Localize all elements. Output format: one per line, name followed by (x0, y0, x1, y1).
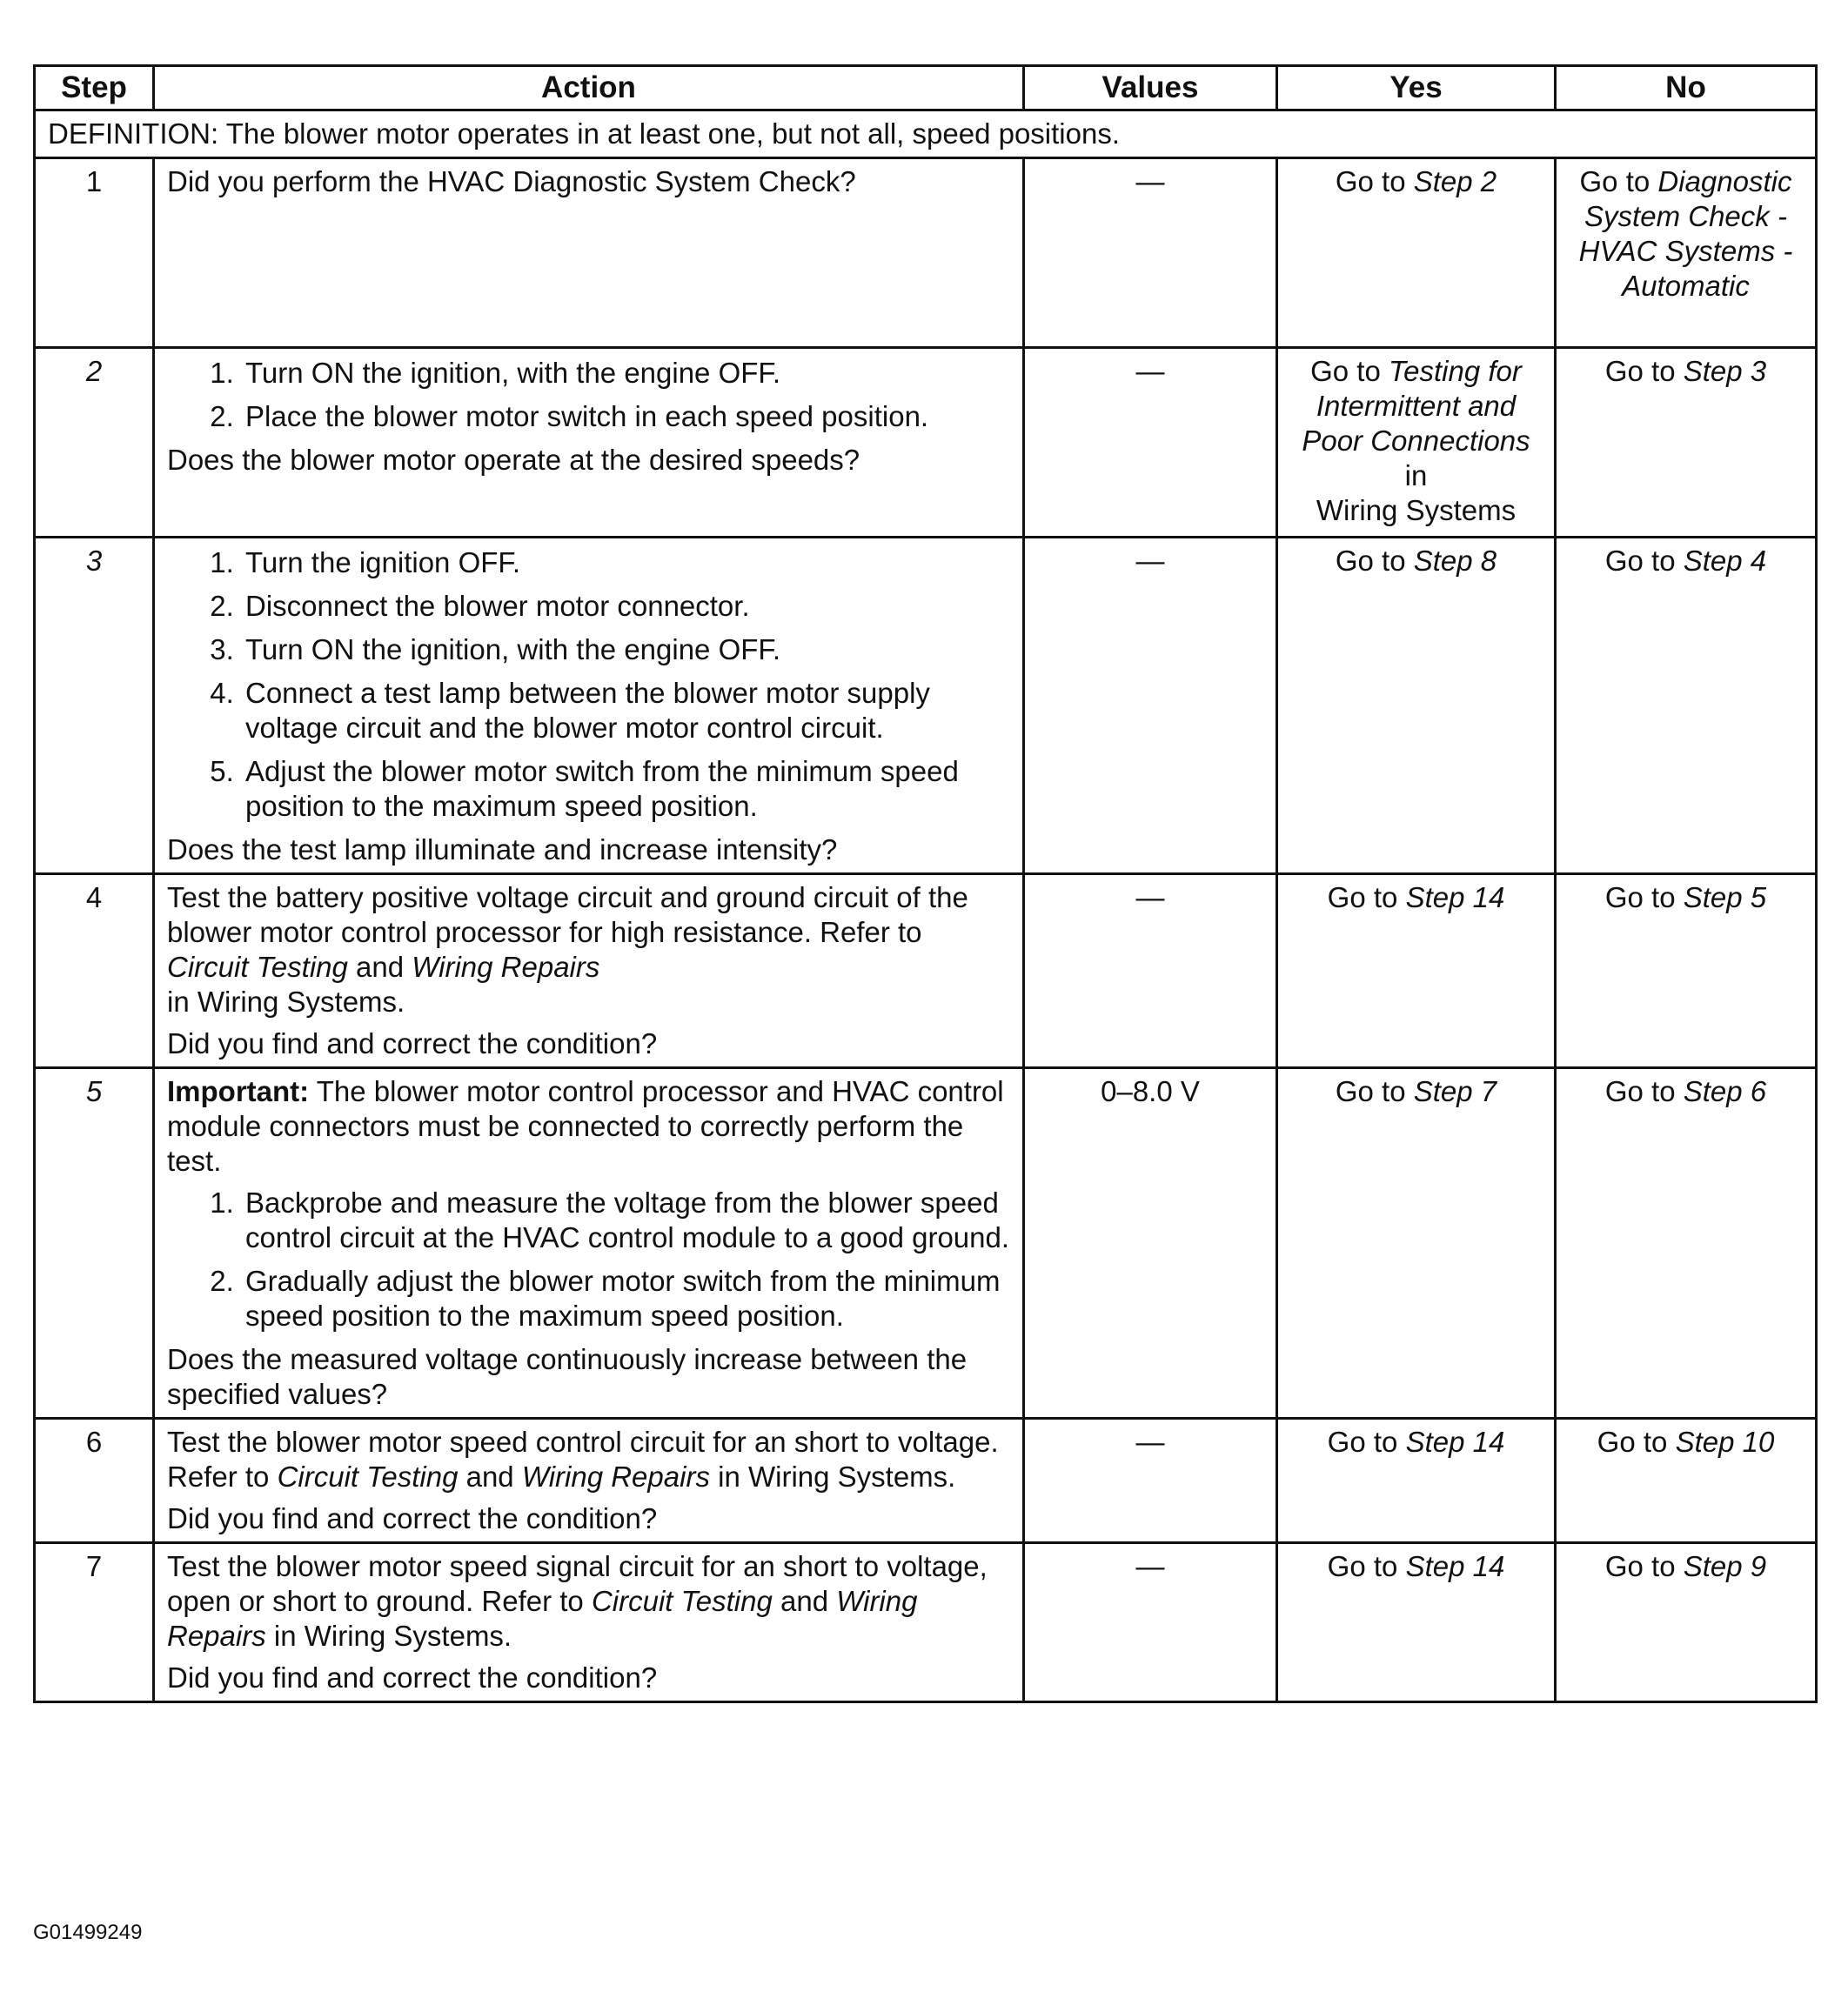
yes-link[interactable]: Step 8 (1413, 545, 1497, 577)
step-number: 5 (35, 1068, 154, 1419)
step-number: 6 (35, 1419, 154, 1543)
action-question: Did you find and correct the condition? (167, 1502, 658, 1534)
table-row (35, 1419, 1817, 1543)
yes-cell (1277, 1419, 1556, 1543)
table-row (35, 158, 1817, 348)
action-question: Does the test lamp illuminate and increase intensity? (167, 833, 838, 866)
header-row (35, 66, 1817, 110)
reference-link[interactable]: Circuit Testing (591, 1585, 773, 1617)
no-link[interactable]: Step 9 (1683, 1550, 1767, 1582)
no-link[interactable]: Diagnostic System Check - HVAC Systems - Automatic (1578, 165, 1793, 302)
yes-prefix: Go to (1327, 881, 1406, 913)
definition-text: DEFINITION: The blower motor operates in at least one, but not all, speed positions. (35, 110, 1817, 158)
reference-link[interactable]: Wiring Repairs (521, 1461, 710, 1493)
action-list (167, 356, 1010, 434)
no-prefix: Go to (1597, 1426, 1676, 1458)
important-label: Important: (167, 1075, 310, 1107)
header-action: Action (154, 66, 1024, 110)
list-item: 4. Connect a test lamp between the blower motor supply voltage circuit and the blower motor control circuit. (242, 676, 1010, 745)
action-question: Did you find and correct the condition? (167, 1027, 658, 1059)
text-part: in Wiring Systems. (265, 1620, 512, 1652)
figure-id: G01499249 (33, 1921, 143, 1944)
no-cell (1556, 538, 1817, 874)
header-step: Step (35, 66, 154, 110)
list-item: 2. Disconnect the blower motor connector. (242, 589, 1010, 624)
table-row (35, 1068, 1817, 1419)
no-link[interactable]: Step 10 (1675, 1426, 1775, 1458)
no-prefix: Go to (1604, 1075, 1684, 1107)
no-prefix: Go to (1604, 881, 1684, 913)
action-cell (154, 1068, 1024, 1419)
list-item: 1. Turn the ignition OFF. (242, 545, 1010, 580)
list-item: 2. Place the blower motor switch in each speed position. (242, 399, 1010, 434)
yes-cell (1277, 538, 1556, 874)
yes-suffix: Wiring Systems (1316, 494, 1517, 526)
action-cell (154, 348, 1024, 538)
action-list (167, 1186, 1010, 1334)
action-text (167, 880, 1010, 1019)
diagnostic-table (33, 64, 1818, 1703)
action-cell (154, 538, 1024, 874)
no-link[interactable]: Step 5 (1683, 881, 1767, 913)
action-question: Did you find and correct the condition? (167, 1661, 658, 1694)
no-cell (1556, 1419, 1817, 1543)
important-note (167, 1074, 1010, 1179)
list-item: 1. Backprobe and measure the voltage from the blower speed control circuit at the HVAC control module to a good ground. (242, 1186, 1010, 1255)
yes-prefix: Go to (1335, 1075, 1414, 1107)
yes-link[interactable]: Testing for Intermittent and Poor Connections (1302, 355, 1530, 457)
yes-prefix: Go to (1335, 545, 1414, 577)
no-cell (1556, 1068, 1817, 1419)
value-cell: — (1024, 348, 1277, 538)
no-cell (1556, 1543, 1817, 1702)
important-text: The blower motor control processor and HVAC control module connectors must be connected to correctly perform the test. (167, 1075, 1004, 1177)
yes-link[interactable]: Step 14 (1405, 1426, 1505, 1458)
action-cell (154, 1543, 1024, 1702)
yes-cell (1277, 348, 1556, 538)
yes-mid: in (1404, 459, 1428, 491)
table-row (35, 538, 1817, 874)
action-cell (154, 874, 1024, 1068)
yes-prefix: Go to (1327, 1550, 1406, 1582)
step-number: 1 (35, 158, 154, 348)
list-item: 1. Turn ON the ignition, with the engine OFF. (242, 356, 1010, 391)
reference-link[interactable]: Wiring Repairs (167, 1585, 918, 1652)
yes-cell (1277, 1068, 1556, 1419)
yes-link[interactable]: Step 14 (1405, 1550, 1505, 1582)
value-cell: — (1024, 1543, 1277, 1702)
yes-link[interactable]: Step 14 (1405, 881, 1505, 913)
no-prefix: Go to (1604, 545, 1684, 577)
value-cell: — (1024, 538, 1277, 874)
action-text (167, 1549, 1010, 1654)
list-item: 3. Turn ON the ignition, with the engine OFF. (242, 632, 1010, 667)
action-question: Did you perform the HVAC Diagnostic System Check? (167, 165, 856, 197)
definition-row (35, 110, 1817, 158)
yes-cell (1277, 1543, 1556, 1702)
yes-cell (1277, 874, 1556, 1068)
action-question: Does the blower motor operate at the desired speeds? (167, 444, 860, 476)
no-link[interactable]: Step 6 (1683, 1075, 1767, 1107)
step-number: 7 (35, 1543, 154, 1702)
yes-prefix: Go to (1327, 1426, 1406, 1458)
text-part: Test the blower motor speed control circuit for an short to voltage. Refer to (167, 1426, 999, 1493)
no-link[interactable]: Step 3 (1683, 355, 1767, 387)
yes-cell (1277, 158, 1556, 348)
value-cell: — (1024, 158, 1277, 348)
action-text (167, 1425, 1010, 1494)
action-cell (154, 158, 1024, 348)
value-cell: — (1024, 1419, 1277, 1543)
no-cell (1556, 348, 1817, 538)
no-prefix: Go to (1579, 165, 1658, 197)
action-cell (154, 1419, 1024, 1543)
table-row (35, 348, 1817, 538)
no-prefix: Go to (1604, 1550, 1684, 1582)
reference-link[interactable]: Wiring Repairs (412, 951, 600, 983)
table-row (35, 1543, 1817, 1702)
header-values: Values (1024, 66, 1277, 110)
value-cell: 0–8.0 V (1024, 1068, 1277, 1419)
header-yes: Yes (1277, 66, 1556, 110)
text-part: and (772, 1585, 837, 1617)
text-part: in Wiring Systems. (709, 1461, 956, 1493)
no-link[interactable]: Step 4 (1683, 545, 1767, 577)
text-part: and (347, 951, 412, 983)
reference-link[interactable]: Circuit Testing (167, 951, 348, 983)
text-part: and (458, 1461, 522, 1493)
text-part: Test the battery positive voltage circuit and ground circuit of the blower motor control processor for high resistance. Refer to (167, 881, 968, 948)
text-part: in Wiring Systems. (167, 986, 405, 1018)
value-cell: — (1024, 874, 1277, 1068)
list-item: 2. Gradually adjust the blower motor switch from the minimum speed position to the maximum speed position. (242, 1264, 1010, 1334)
table-row (35, 874, 1817, 1068)
no-prefix: Go to (1604, 355, 1684, 387)
list-item: 5. Adjust the blower motor switch from the minimum speed position to the maximum speed position. (242, 754, 1010, 824)
header-no: No (1556, 66, 1817, 110)
step-number: 3 (35, 538, 154, 874)
yes-link[interactable]: Step 7 (1413, 1075, 1497, 1107)
step-number: 2 (35, 348, 154, 538)
yes-prefix: Go to (1310, 355, 1389, 387)
reference-link[interactable]: Circuit Testing (277, 1461, 459, 1493)
no-cell (1556, 874, 1817, 1068)
action-list (167, 545, 1010, 824)
action-question: Does the measured voltage continuously increase between the specified values? (167, 1343, 968, 1410)
step-number: 4 (35, 874, 154, 1068)
text-part: Test the blower motor speed signal circuit for an short to voltage, open or short to ground. Refer to (167, 1550, 988, 1617)
yes-prefix: Go to (1335, 165, 1414, 197)
yes-link[interactable]: Step 2 (1413, 165, 1497, 197)
no-cell (1556, 158, 1817, 348)
